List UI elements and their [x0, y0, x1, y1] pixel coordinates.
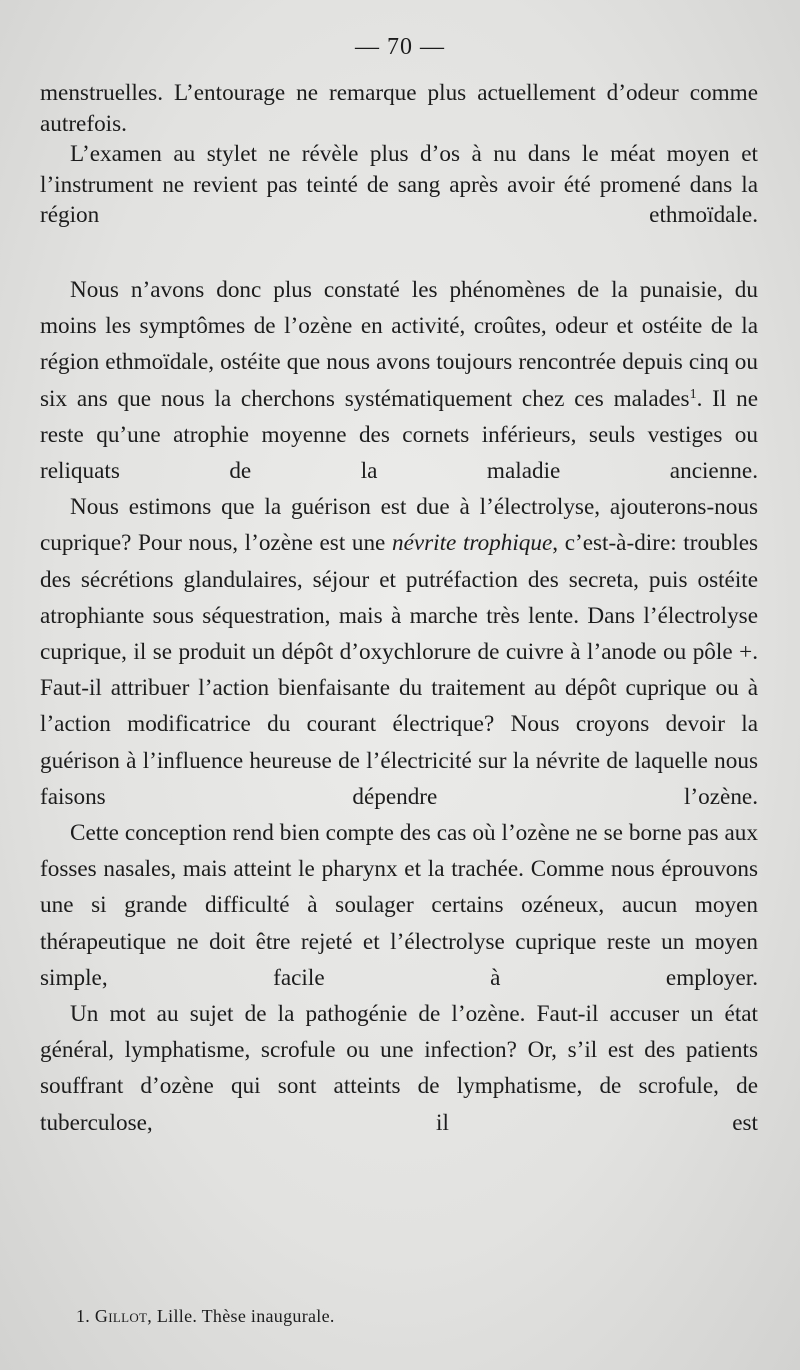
footnote-text: , Lille. Thèse inaugurale. — [147, 1306, 335, 1326]
footnote-reference: 1 — [689, 386, 697, 402]
paragraph-electrolysis-text-a: Nous estimons que la guérison est due à l’électrolyse, ajouterons-nous cuprique? Pour nous, l’ozène est une — [40, 494, 758, 557]
paragraph-stylet-exam: L’examen au stylet ne révèle plus d’os à nu dans le méat moyen et l’instrument ne revient pas teinté de sang après avoir été promené dans la région ethmoïdale. — [40, 141, 758, 228]
paragraph-conception: Cette conception rend bien compte des cas où l’ozène ne se borne pas aux fosses nasales, mais atteint le pharynx et la trachée. Comme nous éprouvons une si grande difficulté à soulager certains ozéneux, aucun moyen thérapeutique ne doit être rejeté et l’électrolyse cuprique reste un moyen simple, facile à employer. — [40, 820, 758, 991]
italic-term: névrite trophique — [391, 530, 553, 557]
top-text-block — [40, 78, 758, 231]
paragraph-pathogeny: Un mot au sujet de la pathogénie de l’ozène. Faut-il accuser un état général, lymphatisme, scrofule ou une infection? Or, s’il est des patients souffrant d’ozène qui sont atteints de lymphatisme, de scrofule, de tuberculose, il est — [40, 1001, 758, 1136]
footnote — [76, 1306, 756, 1327]
paragraph-electrolysis — [40, 489, 758, 815]
paragraph-continued: menstruelles. L’entourage ne remarque plus actuellement d’odeur comme autrefois. — [40, 80, 758, 137]
paragraph-findings — [40, 272, 758, 489]
footnote-author: Gillot — [94, 1306, 148, 1326]
paragraph-findings-text-a: Nous n’avons donc plus constaté les phénomènes de la punaisie, du moins les symptômes de l’ozène en activité, croûtes, odeur et ostéite de la région ethmoïdale, ostéite que nous avons toujours rencontrée depuis cinq ou six ans que nous la cherchons systématiquement chez ces malades — [40, 277, 758, 412]
paragraph-findings-text-b: . Il ne reste qu’une atrophie moyenne des cornets inférieurs, seuls vestiges ou reliquats de la maladie ancienne. — [40, 385, 758, 485]
main-text-block — [40, 272, 758, 1141]
page-number: — 70 — — [355, 34, 445, 60]
footnote-number: 1. — [76, 1306, 91, 1326]
paragraph-electrolysis-text-b: , c’est-à-dire: troubles des sécrétions glandulaires, séjour et putréfaction des secreta, puis ostéite atrophiante sous séquestration, mais à marche très lente. Dans l’électrolyse cuprique, il se produit un dépôt d’oxychlorure de cuivre à l’anode ou pôle +. Faut-il attribuer l’action bienfaisante du traitement au dépôt cuprique ou à l’action modificatrice du courant électrique? Nous croyons devoir la guérison à l’influence heureuse de l’électricité sur la névrite de laquelle nous faisons dépendre l’ozène. — [40, 530, 759, 810]
